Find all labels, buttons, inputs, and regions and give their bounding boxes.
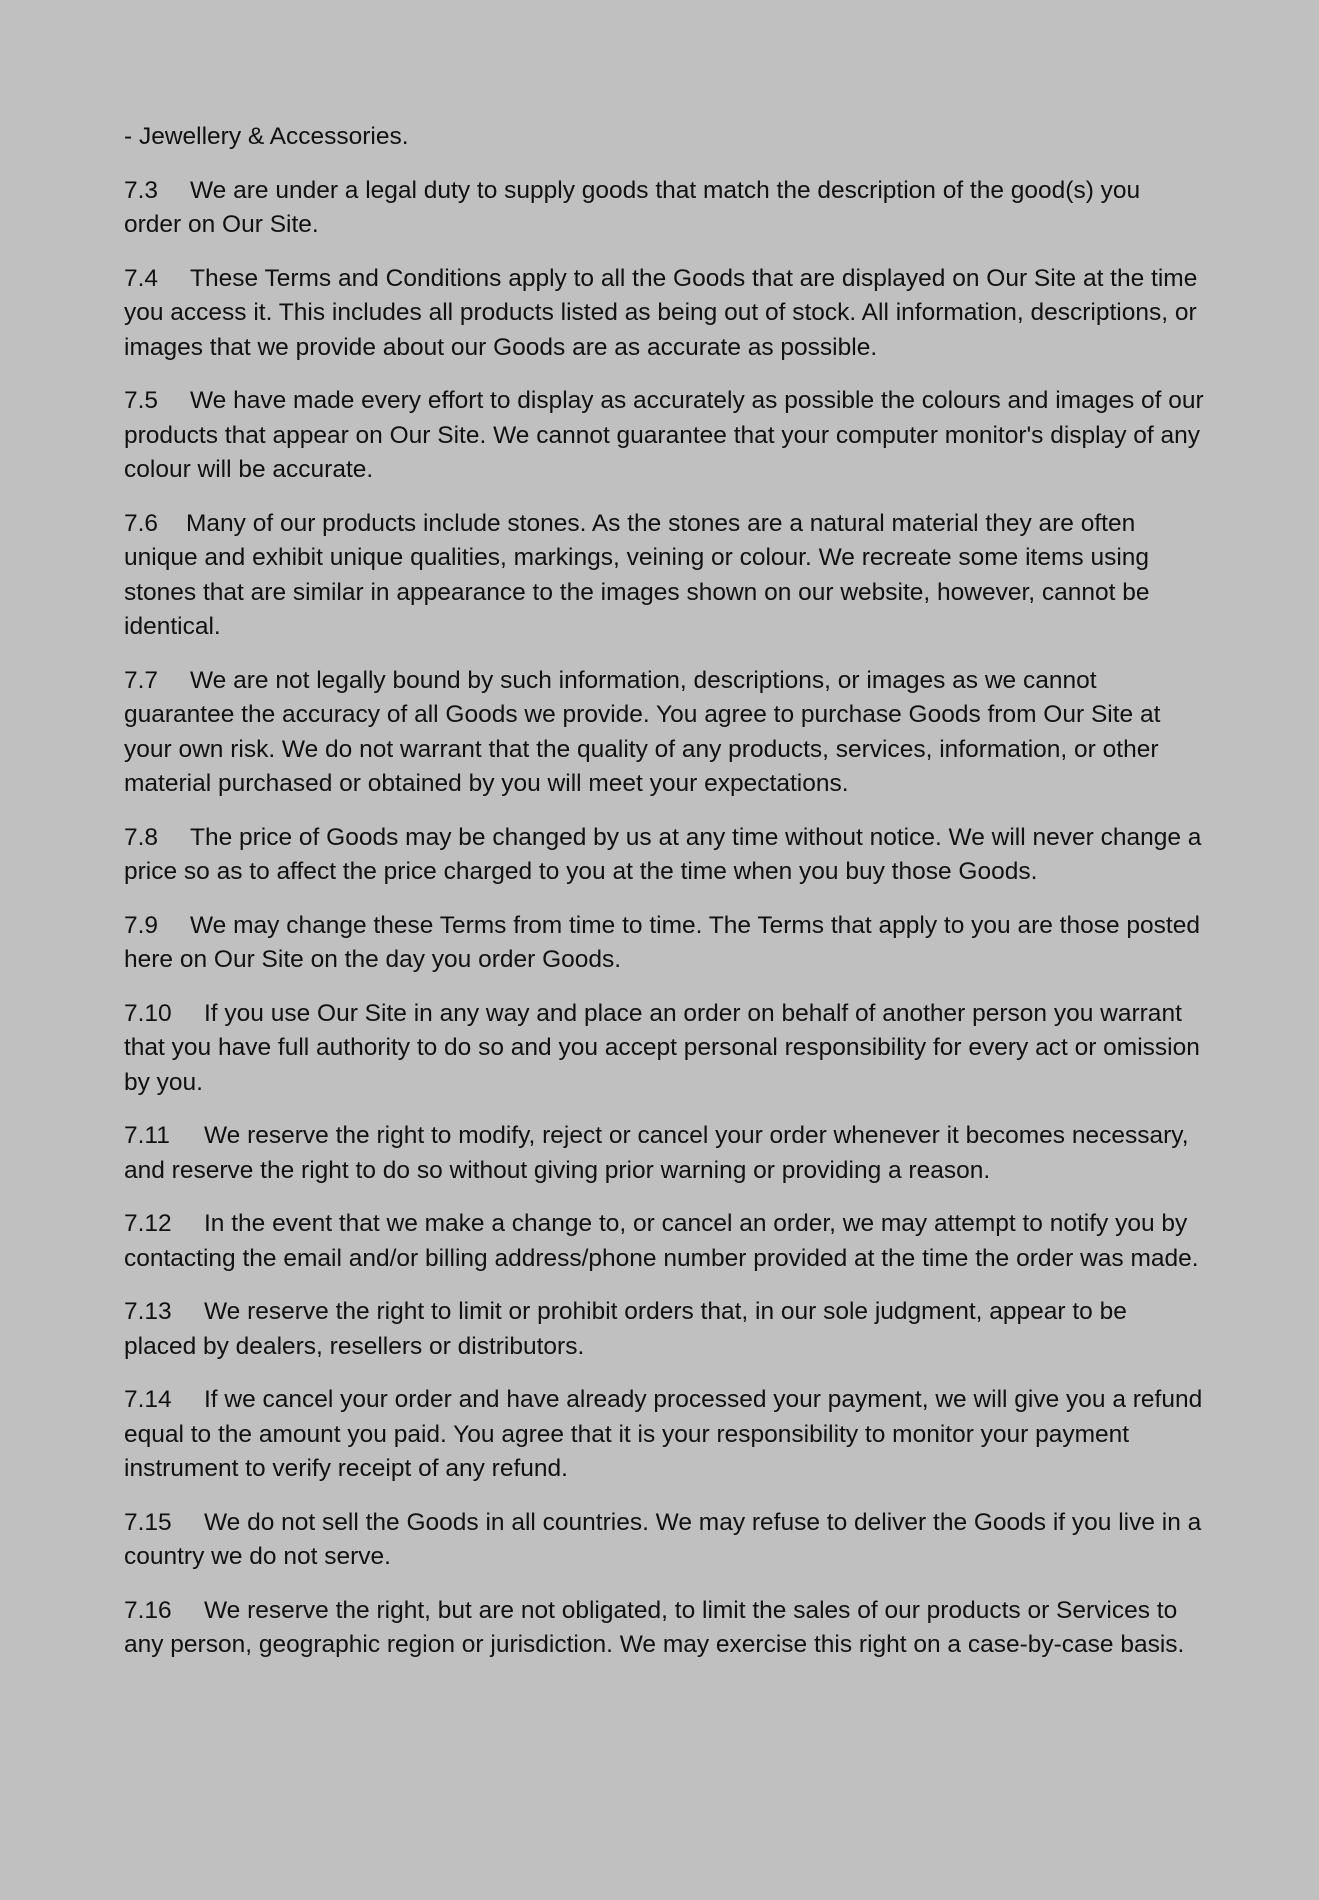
clause-7-10 — [124, 997, 1204, 1101]
clause-text: If we cancel your order and have already processed your payment, we will give you a refund equal to the amount you paid. You agree that it is your responsibility to monitor your payment instrument to verify receipt of any refund. — [124, 1386, 1203, 1482]
clause-number: 7.16 — [124, 1596, 172, 1624]
clause-7-7 — [124, 664, 1204, 802]
clause-text: We are under a legal duty to supply goods that match the description of the good(s) you order on Our Site. — [124, 176, 1141, 238]
clause-text: We reserve the right to limit or prohibit orders that, in our sole judgment, appear to be placed by dealers, resellers or distributors. — [124, 1298, 1127, 1360]
clause-text: These Terms and Conditions apply to all the Goods that are displayed on Our Site at the time you access it. This includes all products listed as being out of stock. All information, descriptions, or images that we provide about our Goods are as accurate as possible. — [124, 264, 1198, 361]
clause-number: 7.12 — [124, 1210, 172, 1237]
clause-number: 7.9 — [124, 911, 159, 939]
clause-7-6 — [124, 507, 1204, 645]
clause-7-14 — [124, 1383, 1204, 1487]
clause-text: We do not sell the Goods in all countries. We may refuse to deliver the Goods if you live in a country we do not serve. — [124, 1508, 1202, 1570]
clause-7-3 — [124, 174, 1204, 243]
clause-number: 7.15 — [124, 1508, 172, 1536]
clause-number: 7.14 — [124, 1386, 172, 1413]
clause-7-12 — [124, 1207, 1204, 1276]
clause-7-4 — [124, 262, 1204, 366]
clause-number: 7.3 — [124, 176, 159, 204]
clause-text: We reserve the right, but are not obligated, to limit the sales of our products or Services to any person, geographic region or jurisdiction. We may exercise this right on a case-by-case basis. — [124, 1596, 1185, 1658]
clause-text: We are not legally bound by such information, descriptions, or images as we cannot guarantee the accuracy of all Goods we provide. You agree to purchase Goods from Our Site at your own risk. We do not warrant that the quality of any products, services, information, or other material purchased or obtained by you will meet your expectations. — [124, 666, 1161, 797]
clause-7-13 — [124, 1295, 1204, 1364]
clause-number: 7.6 — [124, 509, 159, 537]
intro-line: - Jewellery & Accessories. — [124, 123, 409, 150]
clause-text: We may change these Terms from time to time. The Terms that apply to you are those posted here on Our Site on the day you order Goods. — [124, 911, 1200, 973]
clause-text: The price of Goods may be changed by us at any time without notice. We will never change a price so as to affect the price charged to you at the time when you buy those Goods. — [124, 823, 1202, 885]
clause-number: 7.11 — [124, 1122, 170, 1149]
clause-7-16 — [124, 1594, 1204, 1663]
clause-text: Many of our products include stones. As the stones are a natural material they are often unique and exhibit unique qualities, markings, veining or colour. We recreate some items using stones that are similar in appearance to the images shown on our website, however, cannot be identical. — [124, 509, 1150, 640]
clause-text: If you use Our Site in any way and place an order on behalf of another person you warrant that you have full authority to do so and you accept personal responsibility for every act or omission by you. — [124, 999, 1200, 1096]
clause-number: 7.10 — [124, 999, 172, 1027]
clause-number: 7.5 — [124, 387, 159, 414]
clause-7-15 — [124, 1506, 1204, 1575]
clause-text: We reserve the right to modify, reject or cancel your order whenever it becomes necessary, and reserve the right to do so without giving prior warning or providing a reason. — [124, 1122, 1189, 1184]
document-body — [124, 120, 1204, 1682]
clause-7-8 — [124, 821, 1204, 890]
clause-number: 7.8 — [124, 823, 159, 851]
clause-7-9 — [124, 909, 1204, 978]
clause-text: We have made every effort to display as accurately as possible the colours and images of our products that appear on Our Site. We cannot guarantee that your computer monitor's display of any colour will be accurate. — [124, 387, 1204, 483]
clause-7-5 — [124, 384, 1204, 488]
clause-number: 7.4 — [124, 264, 159, 292]
clause-number: 7.7 — [124, 666, 159, 694]
clause-number: 7.13 — [124, 1298, 172, 1325]
clause-text: In the event that we make a change to, or cancel an order, we may attempt to notify you by contacting the email and/or billing address/phone number provided at the time the order was made. — [124, 1210, 1199, 1272]
clause-7-11 — [124, 1119, 1204, 1188]
